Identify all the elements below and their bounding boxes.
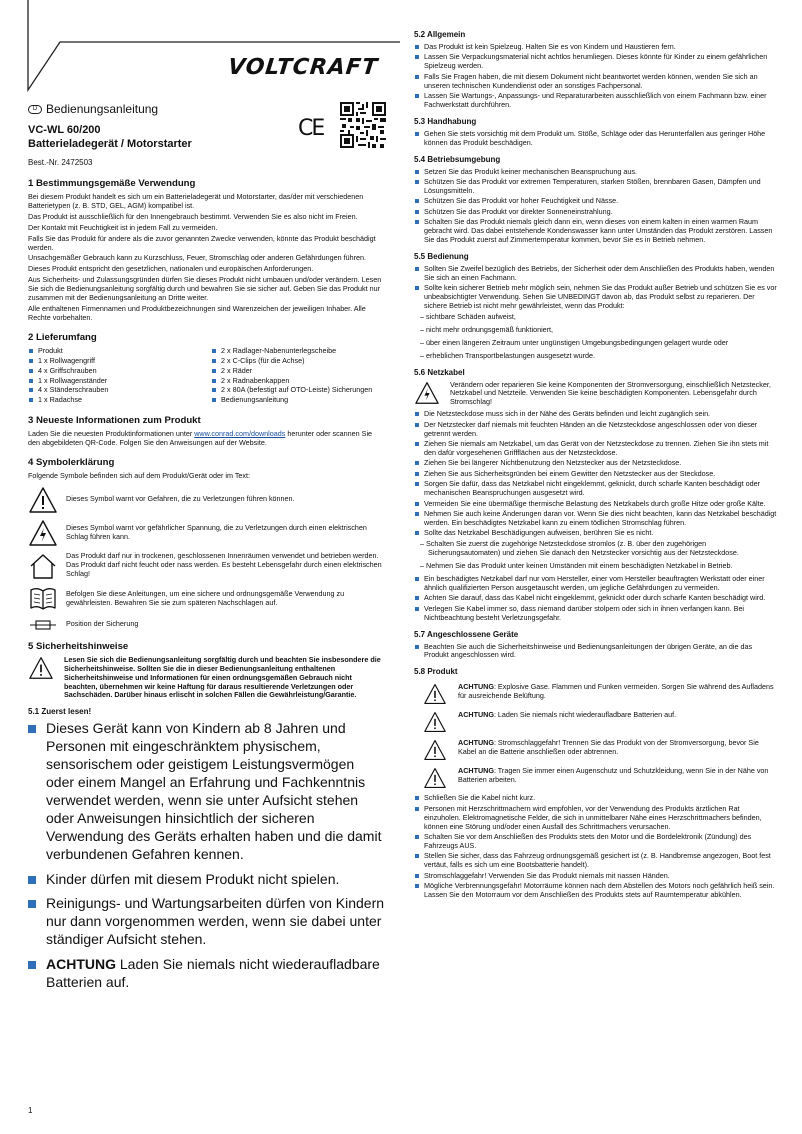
list-item: Stellen Sie sicher, dass das Fahrzeug ordnungsgemäß gesichert ist (z. B. Handbremse angezogen, Boot fest vertäut, falls es sich um eine Bootsbatterie handelt). [414,852,778,870]
list-item: 1 x Radachse [28,396,203,405]
warning-label: ACHTUNG [458,710,494,720]
product-warning-box [422,739,778,761]
section-title: 5.3 Handhabung [414,116,477,126]
power-cable-dash-list [414,540,778,571]
fuse-icon [28,618,58,632]
list-item: Sollten Sie Zweifel bezüglich des Betriebs, der Sicherheit oder dem Anschließen des Produkts haben, wenden Sie sich an einen Fachmann. [414,265,778,283]
section-connected-devices [414,630,778,661]
symbol-description: Das Produkt darf nur in trockenen, geschlossenen Innenräumen verwendet und betrieben werden. Das Produkt darf nicht feucht oder nass werden. Es besteht Lebensgefahr durch einen elektrischen Schlag! [66,551,382,579]
list-item: 2 x Radlager-Nabenunterlegscheibe [211,347,386,356]
section-title: 5.2 Allgemein [414,30,466,39]
paragraph: Folgende Symbole befinden sich auf dem Produkt/Gerät oder im Text: [28,470,251,480]
list-item: Stromschlaggefahr! Verwenden Sie das Produkt niemals mit nassen Händen. [414,872,778,881]
section-general [414,30,778,110]
power-cable-list-2 [414,575,778,623]
list-item: Schalten Sie vor dem Anschließen des Produkts stets den Motor und die Bordelektronik (Zündung) des Fahrzeugs AUS. [414,833,778,851]
operation-dash-list [414,313,778,361]
list-item: 4 x Ständerschrauben [28,386,203,395]
left-column [28,178,386,999]
paragraph: Aus Sicherheits- und Zulassungsgründen dürfen Sie dieses Produkt nicht umbauen und/oder verändern. Lesen Sie sich die Bedienungsanleitung sorgfältig durch und bewahren Sie sie sicher auf. Geben Sie das Produkt nur zusammen mit der Bedienungsanleitung an Dritte weiter. [28,275,382,303]
section-scope-of-delivery [28,332,386,406]
text: : Stromschlaggefahr! Trennen Sie das Produkt von der Stromversorgung, bevor Sie Kabel an die Batterie anschließen oder abtrennen. [458,738,759,757]
list-item: – über einen längeren Zeitraum unter ungünstigen Umgebungsbedingungen gelagert wurde oder [414,339,778,348]
warning-label: ACHTUNG [458,682,494,692]
symbol-description: Befolgen Sie diese Anleitungen, um eine sichere und ordnungsgemäße Verwendung zu gewährleisten. Bewahren Sie sie zum späteren Nachschlagen auf. [66,588,345,607]
warning-triangle-icon [28,656,54,680]
symbol-row [28,519,386,547]
symbol-row [28,585,386,613]
brand-logo: VOLTCRAFT [226,55,380,80]
delivery-list [28,347,386,407]
list-item: Das Produkt ist kein Spielzeug. Halten Sie es von Kindern und Haustieren fern. [414,43,778,52]
product-warning-text [458,683,778,705]
list-item: Verlegen Sie Kabel immer so, dass niemand darüber stolpern oder sich in ihnen verfangen kann. Bei Nichtbeachtung besteht Verletzungsgefahr. [414,605,778,623]
symbol-description: Dieses Symbol warnt vor gefährlicher Spannung, die zu Verletzungen durch einen elektrischen Schlag führen kann. [66,522,367,541]
paragraph: Unsachgemäßer Gebrauch kann zu Kurzschluss, Feuer, Stromschlag oder anderen Gefährdungen führen. [28,253,367,263]
paragraph: Falls Sie das Produkt für andere als die zuvor genannten Zwecke verwenden, könnte das Produkt beschädigt werden. [28,233,376,252]
section-title: 2 Lieferumfang [28,331,97,343]
list-item: Ein beschädigtes Netzkabel darf nur vom Hersteller, einer vom Hersteller beauftragten Werkstatt oder einer ähnlich qualifizierten Person ausgetauscht werden, um jegliche Gefährdungen zu vermeiden. [414,575,778,593]
list-item: Ziehen Sie niemals am Netzkabel, um das Gerät von der Netzsteckdose zu trennen. Ziehen Sie ihn stets mit den dafür vorgesehenen Griffflächen aus der Netzsteckdose. [414,440,778,458]
product-warning-box [422,683,778,705]
product-warning-box [422,767,778,789]
language-badge: D [28,105,42,114]
warning-label: ACHTUNG [46,956,116,973]
list-item: – erheblichen Transportbelastungen ausgesetzt wurde. [414,352,778,361]
handling-list [414,130,778,148]
safety-warning-box [28,656,386,701]
list-item: Reinigungs- und Wartungsarbeiten dürfen von Kindern nur dann vorgenommen werden, wenn sie dabei unter ständiger Aufsicht stehen. [28,895,386,949]
list-item: 2 x Radnabenkappen [211,377,386,386]
list-item: Sollte kein sicherer Betrieb mehr möglich sein, nehmen Sie das Produkt außer Betrieb und schützen Sie es vor unbeabsichtigter Verwendung. Sehen Sie UNBEDINGT davon ab, das Produkt selbst zu reparieren. Der sichere Betrieb ist nicht mehr gewährleistet, wenn das Produkt: [414,284,778,311]
symbol-row [28,486,386,514]
list-item: Der Netzstecker darf niemals mit feuchten Händen an die Netzsteckdose angeschlossen oder von dieser getrennt werden. [414,421,778,439]
product-warning-text [458,767,778,789]
warning-triangle-icon [422,767,448,789]
list-item: Schalten Sie das Produkt niemals gleich dann ein, wenn dieses von einem kalten in einen warmen Raum gebracht wird. Das dabei entstehende Kondenswasser kann unter Umständen das Produkt zerstören. Lassen Sie das Produkt zuerst auf Zimmertemperatur kommen, bevor Sie es in Betrieb nehmen. [414,218,778,245]
section-title: 1 Bestimmungsgemäße Verwendung [28,178,196,189]
environment-list [414,168,778,245]
delivery-list-right [211,347,386,407]
list-item: 2 x C-Clips (für die Achse) [211,357,386,366]
list-item: – nicht mehr ordnungsgemäß funktioniert, [414,326,778,335]
text: herunter oder scannen Sie den abgebildeten QR-Code. Folgen Sie den Anweisungen auf der Website. [28,429,373,448]
power-cable-warning-text: Verändern oder reparieren Sie keine Komponenten der Stromversorgung, einschließlich Netzstecker, Netzkabel und Netzteile. Verwenden Sie keine beschädigten Komponenten. Lebensgefahr durch Stromschlag! [450,379,771,407]
warning-triangle-icon [422,711,448,733]
section-title: 5.7 Angeschlossene Geräte [414,629,519,639]
connected-devices-list [414,643,778,661]
paragraph: Alle enthaltenen Firmennamen und Produktbezeichnungen sind Warenzeichen der jeweiligen Inhaber. Alle Rechte vorbehalten. [28,304,366,322]
safety-warning-text: Lesen Sie sich die Bedienungsanleitung sorgfältig durch und beachten Sie insbesondere die Sicherheitshinweise. Sollten Sie die in dieser Bedienungsanleitung enthaltenen Sicherheitshinweise und Informationen für einen ordnungsgemäßen Gebrauch nicht beachten, übernehmen wir keine Haftung für daraus resultierende Verletzungen oder Sachschäden. Darüber hinaus erlischt in solchen Fällen die Gewährleistung/Garantie. [64,654,381,700]
list-item: Falls Sie Fragen haben, die mit diesem Dokument nicht beantwortet werden können, wenden Sie sich an unseren technischen Kundendienst oder an sonstiges Fachpersonal. [414,73,778,91]
section-title: 5 Sicherheitshinweise [28,640,129,652]
qr-code-icon[interactable] [340,102,386,148]
corner-line-decoration [0,0,400,100]
symbol-row [28,618,386,632]
list-item: Setzen Sie das Produkt keiner mechanischen Beanspruchung aus. [414,168,778,177]
list-item: Schützen Sie das Produkt vor direkter Sonneneinstrahlung. [414,208,778,217]
symbol-description: Position der Sicherung [66,619,139,629]
list-item: Ziehen Sie bei längerer Nichtbenutzung den Netzstecker aus der Netzsteckdose. [414,459,778,468]
list-item: – Schalten Sie zuerst die zugehörige Netzsteckdose stromlos (z. B. über den zugehörigen Sicherungsautomaten) und ziehen Sie danach den Netzstecker vorsichtig aus der Netzsteckdose. [414,540,778,558]
product-warning-text [458,739,778,761]
list-item: – Nehmen Sie das Produkt unter keinen Umständen mit einem beschädigten Netzkabel in Betrieb. [414,562,778,571]
section-title: 5.1 Zuerst lesen! [28,707,92,717]
text: Laden Sie niemals nicht wiederaufladbare Batterien auf. [46,956,380,991]
section-product [414,667,778,900]
list-item: Mögliche Verbrennungsgefahr! Motorräume können nach dem Abstellen des Motors noch gefährlich heiß sein. Lassen Sie den Motorraum vor dem Anschließen des Produkts stets auf Raumtemperatur abkühlen. [414,882,778,900]
high-voltage-icon [414,381,440,405]
list-item: 2 x 80A (befestigt auf OTO-Leiste) Sicherungen [211,386,386,395]
list-item: Bedienungsanleitung [211,396,386,405]
list-item [28,956,386,992]
list-item: 1 x Rollwagengriff [28,357,203,366]
general-list [414,43,778,110]
list-item: 1 x Rollwagenständer [28,377,203,386]
text: Laden Sie die neuesten Produktinformationen unter [28,429,195,439]
list-item: Beachten Sie auch die Sicherheitshinweise und Bedienungsanleitungen der übrigen Geräte, an die das Produkt angeschlossen wird. [414,643,778,661]
symbol-description: Dieses Symbol warnt vor Gefahren, die zu Verletzungen führen können. [66,494,295,504]
manual-label-row [28,102,158,117]
list-item: Die Netzsteckdose muss sich in der Nähe des Geräts befinden und leicht zugänglich sein. [414,410,778,419]
order-number: Best.-Nr. 2472503 [28,158,93,167]
list-item: 2 x Räder [211,367,386,376]
warning-label: ACHTUNG [458,766,494,776]
product-list [414,794,778,900]
product-warning-box [422,711,778,733]
power-cable-warning-box [414,381,778,408]
list-item: Lassen Sie Wartungs-, Anpassungs- und Reparaturarbeiten ausschließlich von einem Fachmann bzw. einer Fachwerkstatt durchführen. [414,92,778,110]
downloads-link[interactable]: www.conrad.com/downloads [194,429,286,439]
paragraph: Das Produkt ist ausschließlich für den Innengebrauch bestimmt. Verwenden Sie es also nicht im Freien. [28,211,358,221]
section-read-first [28,707,386,992]
list-item: Sorgen Sie dafür, dass das Netzkabel nicht eingeklemmt, geknickt, durch scharfe Kanten beschädigt oder mechanischen Beanspruchungen ausgesetzt wird. [414,480,778,498]
paragraph: Der Kontakt mit Feuchtigkeit ist in jedem Fall zu vermeiden. [28,222,218,232]
section-title: 5.8 Produkt [414,667,458,677]
section-symbols [28,457,386,632]
list-item: Schützen Sie das Produkt vor extremen Temperaturen, starken Stößen, brennbaren Gasen, Dämpfen und Lösungsmitteln. [414,178,778,196]
section-title: 5.6 Netzkabel [414,367,465,377]
product-title [28,123,192,152]
product-warning-text [458,711,778,733]
warning-label: ACHTUNG [458,738,494,748]
warning-triangle-icon [422,683,448,705]
section-safety [28,641,386,701]
manual-label: Bedienungsanleitung [46,102,159,116]
list-item: Schützen Sie das Produkt vor hoher Feuchtigkeit und Nässe. [414,197,778,206]
section-operation [414,252,778,361]
list-item: Lassen Sie Verpackungsmaterial nicht achtlos herumliegen. Dieses könnte für Kinder zu einem gefährlichen Spielzeug werden. [414,53,778,71]
list-item: Nehmen Sie auch keine Änderungen daran vor. Wenn Sie dies nicht beachten, kann das Netzkabel beschädigt werden. Ein beschädigtes Netzkabel kann zu einem tödlichen Stromschlag führen. [414,510,778,528]
list-item: Ziehen Sie aus Sicherheitsgründen bei einem Gewitter den Netzstecker aus der Steckdose. [414,470,778,479]
power-cable-list [414,410,778,538]
delivery-list-left [28,347,203,407]
paragraph [28,430,386,448]
section-power-cable [414,368,778,623]
section-title: 4 Symbolerklärung [28,457,115,469]
list-item: Schließen Sie die Kabel nicht kurz. [414,794,778,803]
section-title: 5.5 Bedienung [414,251,469,261]
read-manual-book-icon [28,585,58,613]
right-column [414,30,778,901]
operation-list [414,265,778,311]
read-first-list [28,720,386,992]
list-item: Gehen Sie stets vorsichtig mit dem Produkt um. Stöße, Schläge oder das Herunterfallen aus geringer Höhe können das Produkt beschädigen. [414,130,778,148]
high-voltage-icon [28,519,58,547]
paragraph: Dieses Produkt entspricht den gesetzlichen, nationalen und europäischen Anforderungen. [28,264,314,274]
text: : Tragen Sie immer einen Augenschutz und Schutzkleidung, wenn Sie in der Nähe von Batterien arbeiten. [458,766,769,785]
list-item: 4 x Griffschrauben [28,367,203,376]
list-item: – sichtbare Schäden aufweist, [414,313,778,322]
ce-mark-icon: CE [298,116,324,141]
list-item: Vermeiden Sie eine übermäßige thermische Belastung des Netzkabels durch große Hitze oder große Kälte. [414,500,778,509]
text: : Laden Sie niemals nicht wiederaufladbare Batterien auf. [493,710,677,720]
section-latest-info [28,415,386,448]
text: : Explosive Gase. Flammen und Funken vermeiden. Sorgen Sie während des Aufladens für ausreichende Belüftung. [458,682,774,701]
section-title: 3 Neueste Informationen zum Produkt [28,415,201,427]
list-item: Achten Sie darauf, dass das Kabel nicht eingeklemmt, geknickt oder durch scharfe Kanten beschädigt wird. [414,594,778,603]
product-name: Batterieladegerät / Motorstarter [28,138,192,151]
model-name: VC-WL 60/200 [28,124,101,136]
section-environment [414,155,778,245]
list-item: Sollte das Netzkabel Beschädigungen aufweisen, berühren Sie es nicht. [414,529,778,538]
list-item: Kinder dürfen mit diesem Produkt nicht spielen. [28,871,386,889]
warning-triangle-icon [422,739,448,761]
section-title: 5.4 Betriebsumgebung [414,154,501,164]
section-handling [414,117,778,148]
paragraph: Bei diesem Produkt handelt es sich um ein Batterieladegerät und Motorstarter, das/der mit verschiedenen Batterietypen (z. B. STD, GEL, AGM) kompatibel ist. [28,191,364,210]
indoor-use-house-icon [28,552,58,580]
page-number: 1 [28,1106,33,1115]
list-item: Personen mit Herzschrittmachern wird empfohlen, vor der Verwendung des Produkts ärztlichen Rat einzuholen. Elektromagnetische Felder, die sich in unmittelbarer Nähe eines Herzschrittmachers befinden, können eine Störung und/oder einen Ausfall des Schrittmachers verursachen. [414,805,778,832]
section-intended-use [28,178,386,323]
symbol-row [28,552,386,580]
list-item: Produkt [28,347,203,356]
warning-triangle-icon [28,486,58,514]
list-item: Dieses Gerät kann von Kindern ab 8 Jahren und Personen mit eingeschränktem physischem, sensorischem oder geistigem Leistungsvermögen oder einem Mangel an Erfahrung und Fachkenntnis verwendet werden, wenn sie unter Aufsicht stehen oder Anweisungen hinsichtlich der sicheren Verwendung des Geräts erhalten haben und die damit verbundenen Gefahren kennen. [28,720,386,863]
